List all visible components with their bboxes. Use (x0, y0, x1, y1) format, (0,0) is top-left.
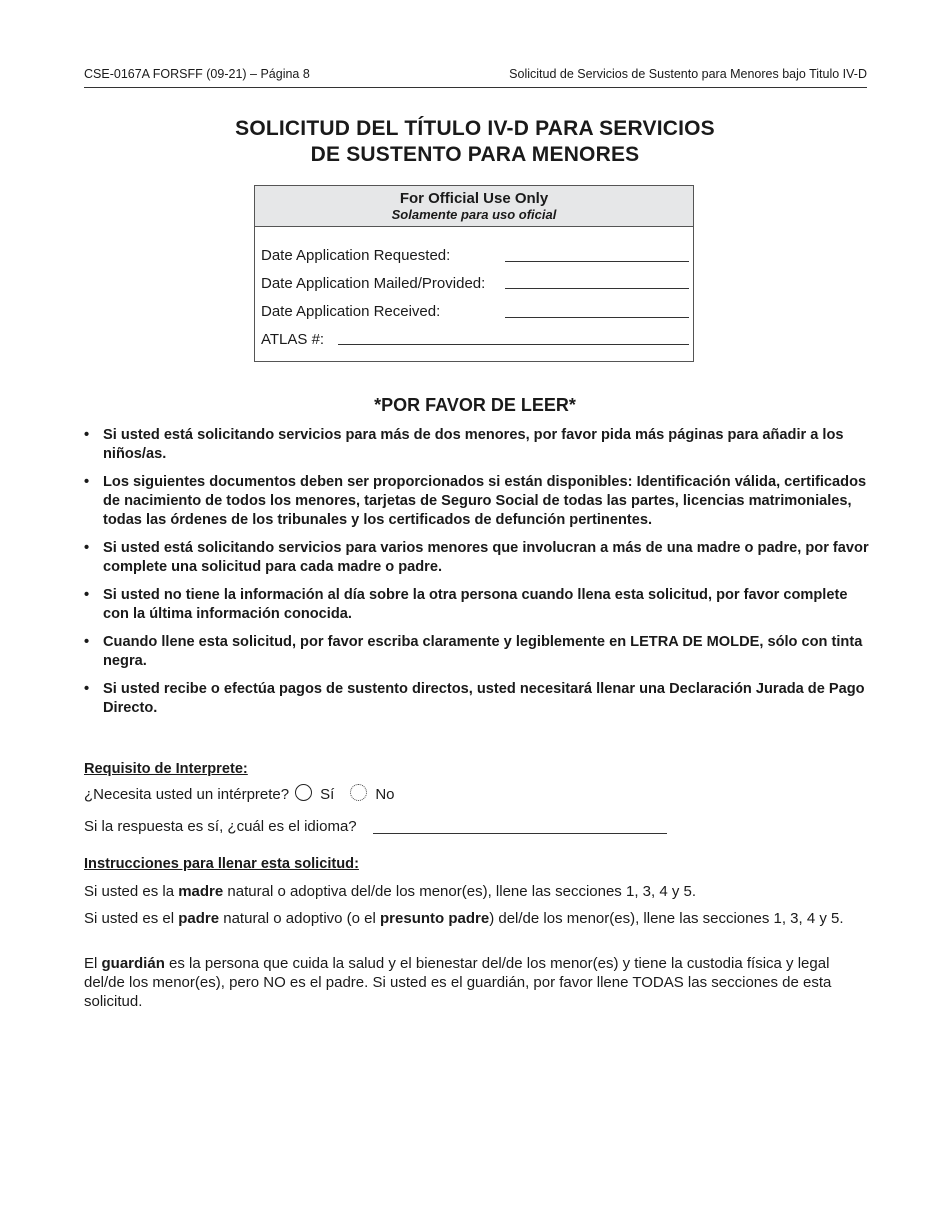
official-heading-en: For Official Use Only (399, 190, 549, 207)
title-line-2: DE SUSTENTO PARA MENORES (310, 143, 640, 166)
date-received-label: Date Application Received: (261, 303, 441, 320)
notice-item: • Si usted recibe o efectúa pagos de sustento directos, usted necesitará llenar una Declaración Jurada de Pago Directo. (84, 681, 865, 716)
notice-item: • Los siguientes documentos deben ser proporcionados si están disponibles: Identificación válida, certificados de nacimiento de todos los menores, tarjetas de Seguro Social de todas las partes, licencias matrimoniales, todas las órdenes de los tribunales y los certificados de defunción pertinentes. (84, 474, 867, 528)
bullet-symbol: • (84, 681, 90, 697)
notice-item: • Cuando llene esta solicitud, por favor escriba claramente y legiblemente en LETRA DE MOLDE, sólo con tinta negra. (84, 634, 863, 669)
read-notice-list (84, 426, 869, 727)
bullet-symbol: • (84, 634, 90, 650)
form-header-title: Solicitud de Servicios de Sustento para Menores bajo Titulo IV-D (509, 67, 867, 81)
date-received-line[interactable] (505, 317, 689, 318)
title-line-1: SOLICITUD DEL TÍTULO IV-D PARA SERVICIOS (235, 117, 715, 140)
notice-item: • Si usted está solicitando servicios para varios menores que involucran a más de una madre o padre, por favor complete una solicitud para cada madre o padre. (84, 540, 869, 575)
bullet-symbol: • (84, 540, 90, 556)
page-header (84, 67, 867, 88)
official-heading-es: Solamente para uso oficial (391, 207, 557, 222)
atlas-number-line[interactable] (338, 344, 689, 345)
instruction-father: Si usted es el padre natural o adoptivo (o el presunto padre) del/de los menor(es), llene las secciones 1, 3, 4 y 5. (84, 910, 844, 927)
atlas-number-label: ATLAS #: (261, 331, 325, 348)
document-title (0, 116, 950, 168)
language-question: Si la respuesta es sí, ¿cuál es el idioma? (84, 818, 357, 835)
date-requested-label: Date Application Requested: (261, 247, 451, 264)
bullet-symbol: • (84, 474, 90, 490)
interpreter-heading: Requisito de Interprete: (84, 761, 248, 777)
notice-item: • Si usted está solicitando servicios para más de dos menores, por favor pida más páginas para añadir a los niños/as. (84, 427, 844, 462)
instruction-mother: Si usted es la madre natural o adoptiva del/de los menor(es), llene las secciones 1, 3, 4 y 5. (84, 883, 697, 900)
bullet-symbol: • (84, 587, 90, 603)
read-notice-title: *POR FAVOR DE LEER* (374, 395, 576, 415)
date-mailed-line[interactable] (505, 288, 689, 289)
instructions-heading: Instrucciones para llenar esta solicitud: (84, 856, 359, 872)
instruction-guardian: El guardián es la persona que cuida la salud y el bienestar del/de los menor(es) y tiene la custodia física y legal del/de los menor(es), pero NO es el padre. Si usted es el guardián, por favor llene TODAS las secciones de esta solicitud. (84, 955, 832, 1010)
interpreter-question: ¿Necesita usted un intérprete? (84, 786, 290, 803)
interpreter-question-row (84, 786, 395, 803)
interpreter-yes-label: Sí (320, 786, 335, 803)
official-use-box (254, 185, 694, 362)
date-mailed-label: Date Application Mailed/Provided: (261, 275, 486, 292)
form-code: CSE-0167A FORSFF (09-21) – Página 8 (84, 67, 310, 81)
interpreter-no-label: No (375, 786, 395, 803)
date-requested-line[interactable] (505, 261, 689, 262)
language-input-line[interactable] (373, 833, 667, 834)
interpreter-yes-radio[interactable] (295, 784, 312, 801)
official-use-header (255, 186, 693, 227)
bullet-symbol: • (84, 427, 90, 443)
interpreter-no-radio[interactable] (350, 784, 367, 801)
notice-item: • Si usted no tiene la información al día sobre la otra persona cuando llena esta solicitud, por favor complete con la última información conocida. (84, 587, 848, 622)
